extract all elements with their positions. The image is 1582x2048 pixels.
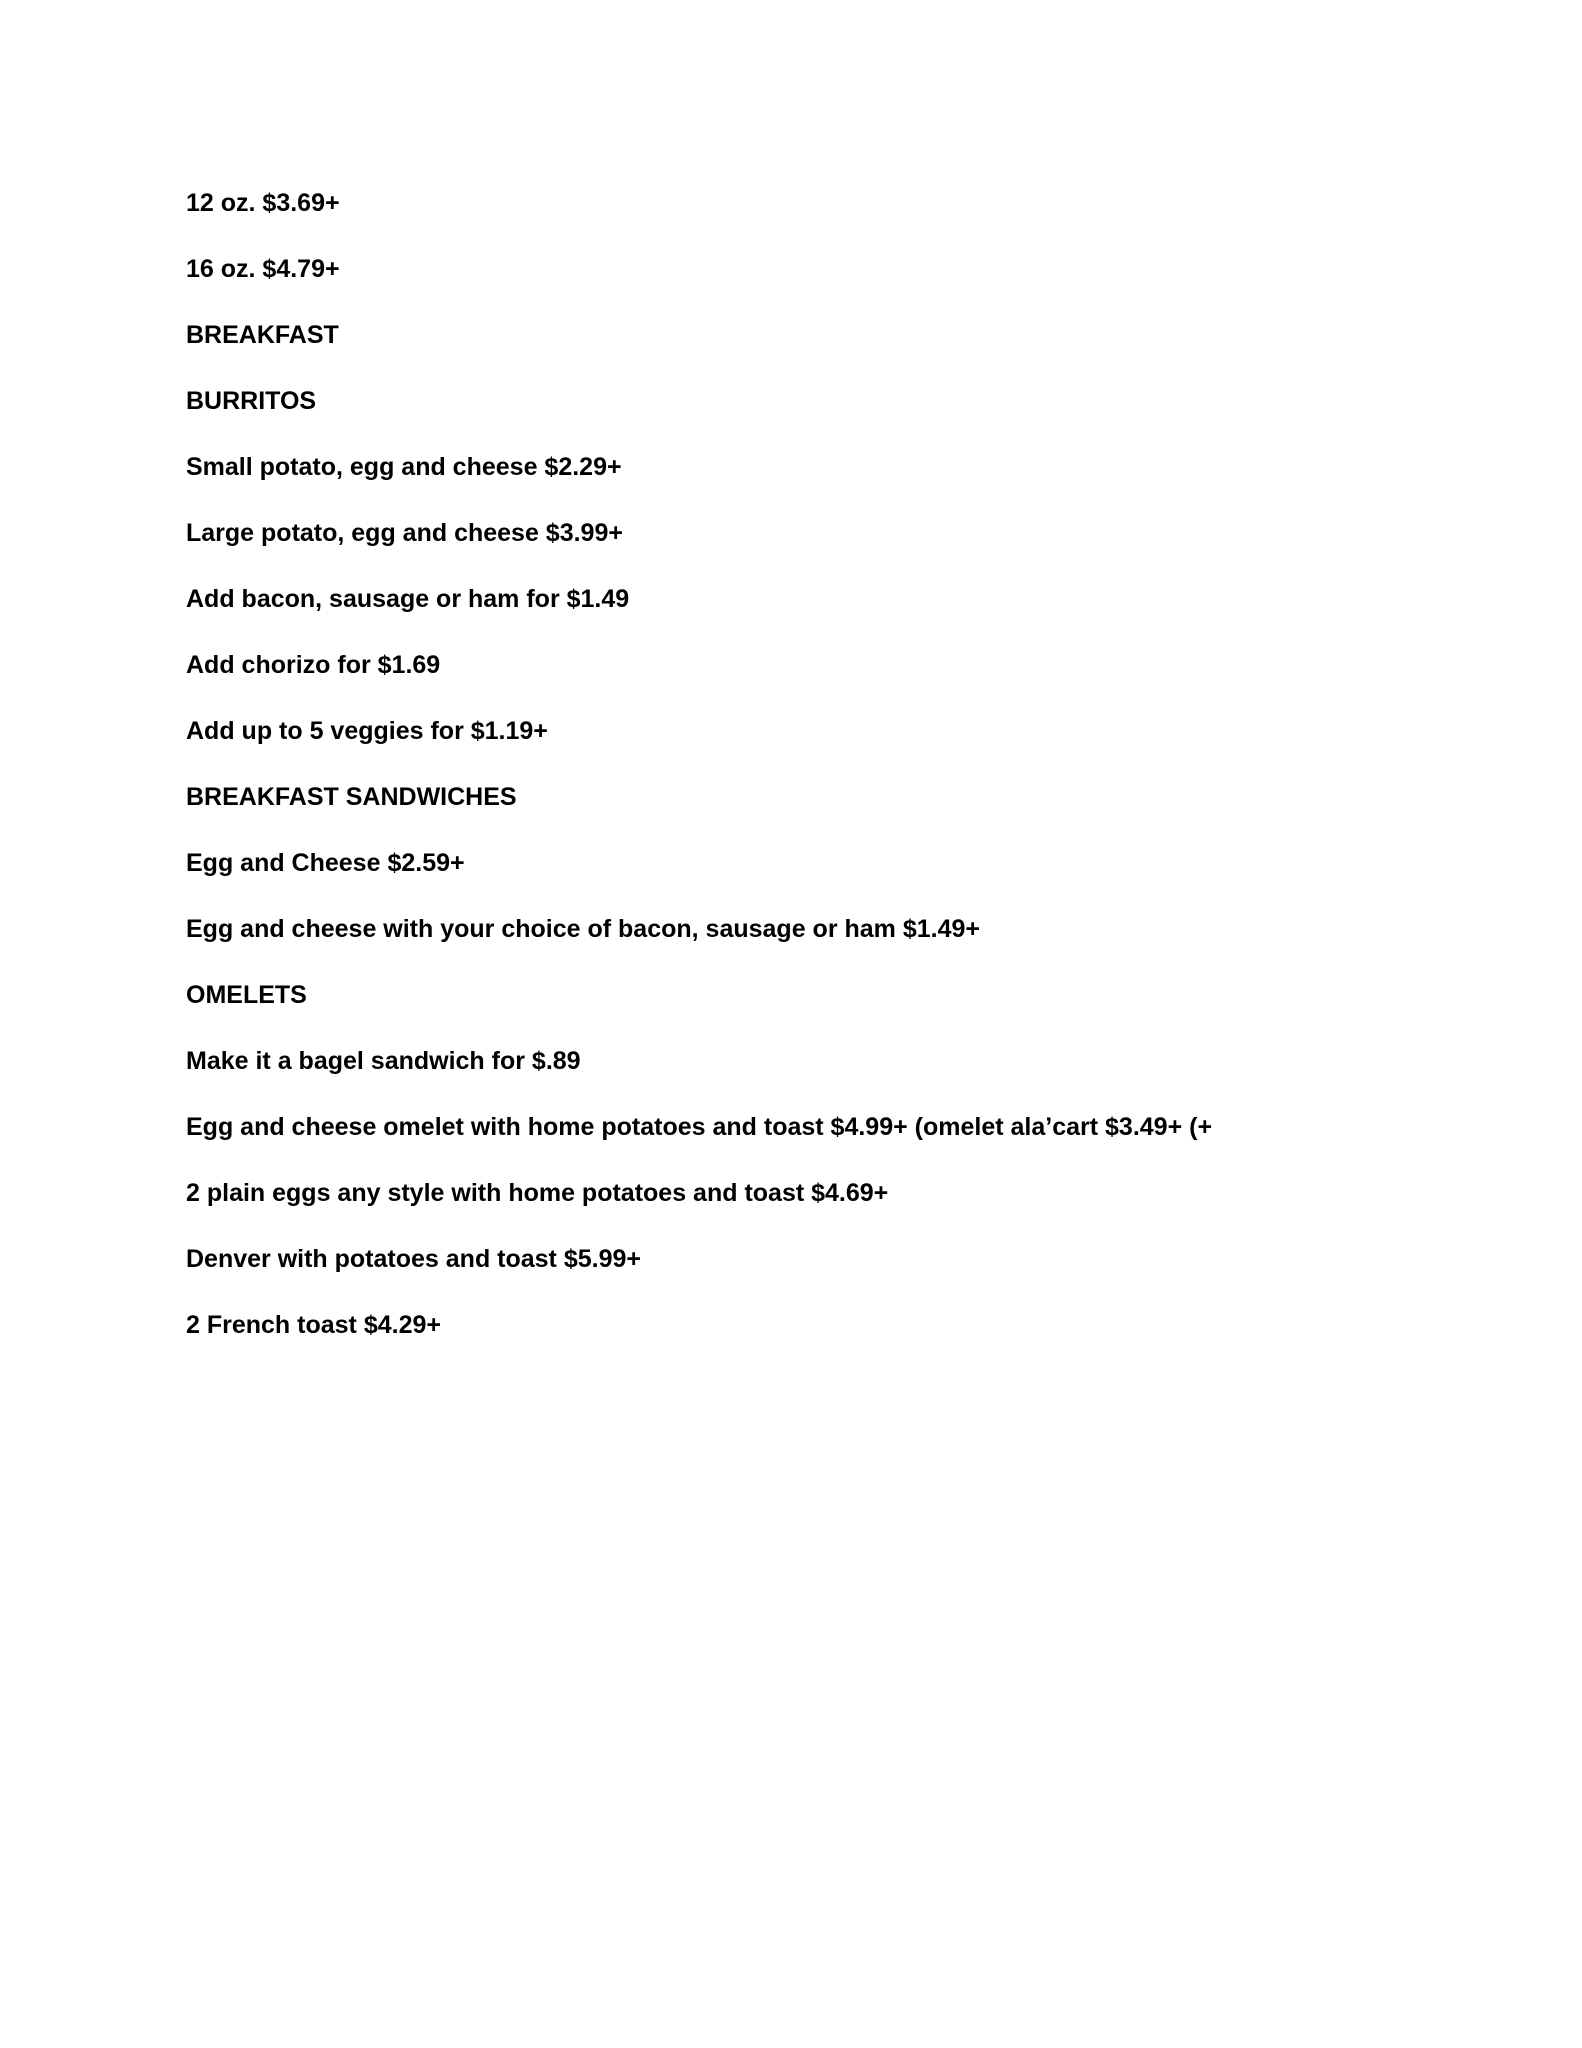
size-16oz-price: 16 oz. $4.79+ — [186, 255, 340, 283]
menu-addon-meat: Add bacon, sausage or ham for $1.49 — [186, 585, 630, 613]
menu-item-plain-eggs: 2 plain eggs any style with home potatoes and toast $4.69+ — [186, 1179, 889, 1207]
menu-text-lines — [186, 186, 1526, 1374]
menu-item-french-toast: 2 French toast $4.29+ — [186, 1311, 441, 1339]
size-12oz-price: 12 oz. $3.69+ — [186, 189, 340, 217]
menu-addon-chorizo: Add chorizo for $1.69 — [186, 651, 441, 679]
heading-omelets: OMELETS — [186, 981, 307, 1009]
menu-item-large-burrito: Large potato, egg and cheese $3.99+ — [186, 519, 623, 547]
heading-breakfast-sandwiches: BREAKFAST SANDWICHES — [186, 783, 517, 811]
menu-item-egg-cheese: Egg and Cheese $2.59+ — [186, 849, 465, 877]
menu-addon-bagel: Make it a bagel sandwich for $.89 — [186, 1047, 581, 1075]
menu-addon-veggies: Add up to 5 veggies for $1.19+ — [186, 717, 548, 745]
menu-item-egg-cheese-meat: Egg and cheese with your choice of bacon, sausage or ham $1.49+ — [186, 915, 981, 943]
heading-breakfast: BREAKFAST — [186, 321, 339, 349]
heading-burritos: BURRITOS — [186, 387, 317, 415]
menu-item-small-burrito: Small potato, egg and cheese $2.29+ — [186, 453, 622, 481]
menu-item-omelet: Egg and cheese omelet with home potatoes and toast $4.99+ (omelet ala’cart $3.49+ (+ — [186, 1113, 1213, 1141]
menu-item-denver: Denver with potatoes and toast $5.99+ — [186, 1245, 641, 1273]
